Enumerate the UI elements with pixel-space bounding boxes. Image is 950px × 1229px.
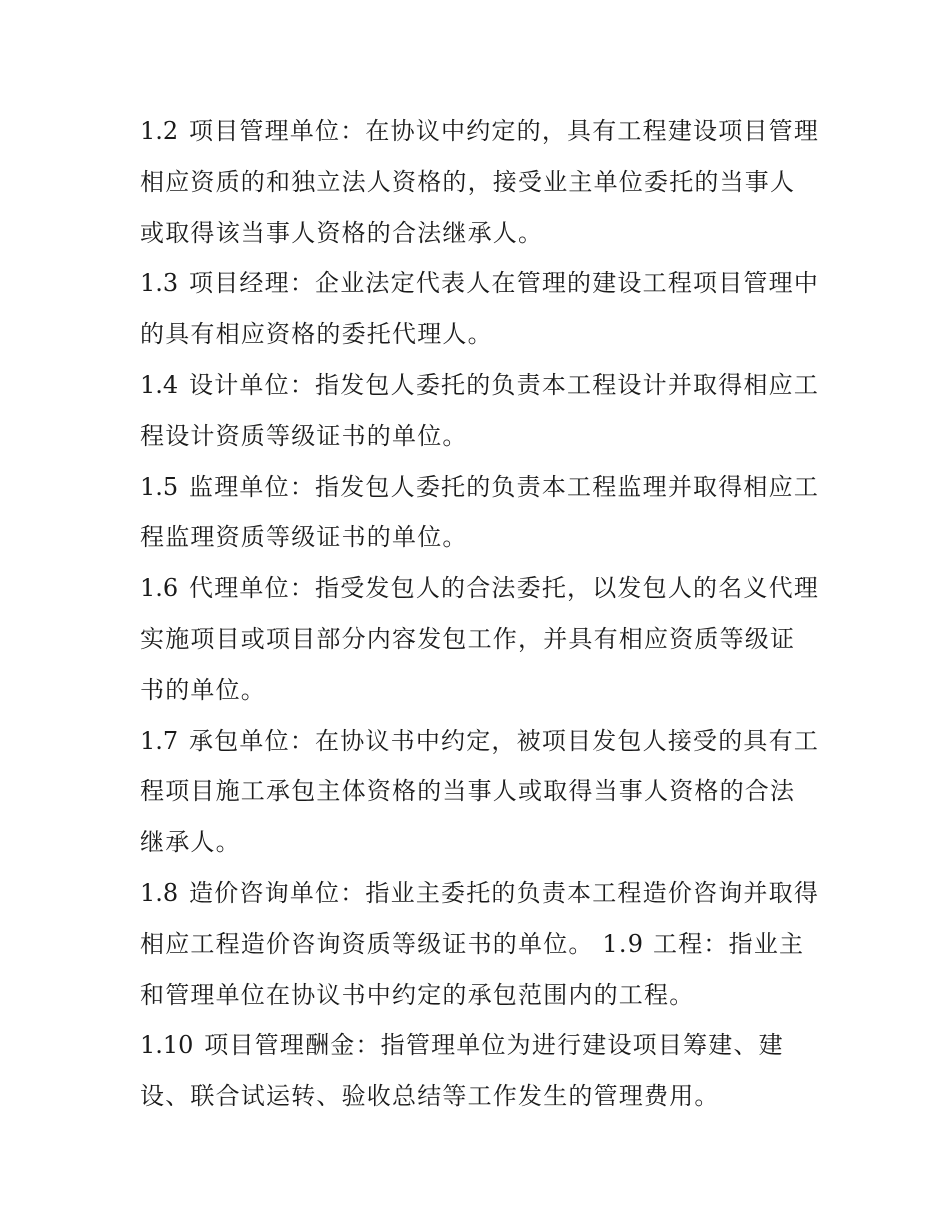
clause-text: 项目经理：企业法定代表人在管理的建设工程项目管理中的具有相应资格的委托代理人。 bbox=[140, 269, 820, 349]
clause-1-5 bbox=[140, 462, 820, 564]
clause-text: 造价咨询单位：指业主委托的负责本工程造价咨询并取得相应工程造价咨询资质等级证书的单位。 1.9 工程：指业主和管理单位在协议书中约定的承包范围内的工程。 bbox=[140, 878, 820, 1009]
clause-1-4 bbox=[140, 360, 820, 462]
clause-text: 承包单位：在协议书中约定，被项目发包人接受的具有工程项目施工承包主体资格的当事人或取得当事人资格的合法继承人。 bbox=[140, 726, 820, 857]
clause-1-8 bbox=[140, 868, 820, 1020]
clause-text: 代理单位：指受发包人的合法委托，以发包人的名义代理实施项目或项目部分内容发包工作，并具有相应资质等级证书的单位。 bbox=[140, 574, 820, 704]
clause-1-6 bbox=[140, 563, 820, 715]
clause-1-10 bbox=[140, 1020, 820, 1122]
clause-1-2 bbox=[140, 106, 820, 258]
clause-1-3 bbox=[140, 258, 820, 360]
clause-1-7 bbox=[140, 716, 820, 868]
clause-number: 1.7 bbox=[140, 726, 179, 755]
clause-text: 监理单位：指发包人委托的负责本工程监理并取得相应工程监理资质等级证书的单位。 bbox=[140, 472, 820, 552]
clause-text: 设计单位：指发包人委托的负责本工程设计并取得相应工程设计资质等级证书的单位。 bbox=[140, 370, 820, 450]
clause-number: 1.5 bbox=[140, 472, 179, 501]
clause-number: 1.2 bbox=[140, 117, 179, 145]
clause-number: 1.3 bbox=[140, 269, 179, 298]
clause-text: 项目管理酬金：指管理单位为进行建设项目筹建、建设、联合试运转、验收总结等工作发生的管理费用。 bbox=[140, 1031, 784, 1111]
clause-text: 项目管理单位：在协议中约定的，具有工程建设项目管理相应资质的和独立法人资格的，接受业主单位委托的当事人或取得该当事人资格的合法继承人。 bbox=[140, 117, 820, 247]
clause-number: 1.8 bbox=[140, 878, 179, 907]
clause-number: 1.10 bbox=[140, 1031, 194, 1060]
clause-number: 1.6 bbox=[140, 574, 179, 603]
clause-number: 1.4 bbox=[140, 370, 179, 399]
document-body bbox=[140, 106, 820, 1122]
